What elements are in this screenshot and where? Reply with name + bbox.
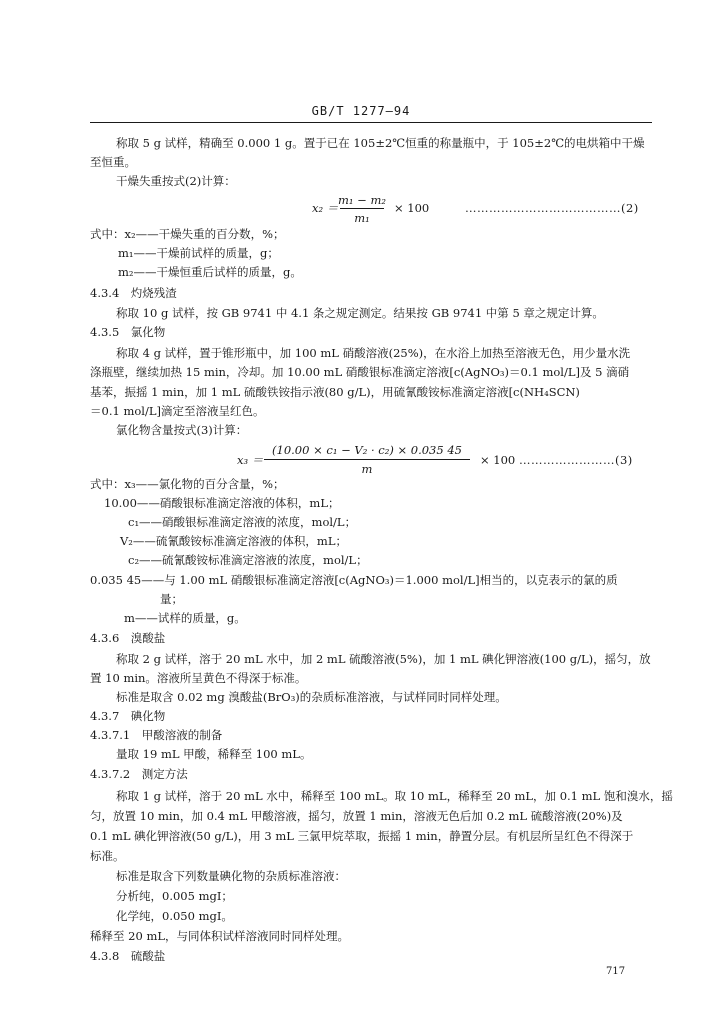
fraction-bar bbox=[264, 459, 470, 460]
text-line: m₂——干燥恒重后试样的质量，g。 bbox=[118, 265, 302, 279]
text-line: 标准是取含 0.02 mg 溴酸盐(BrO₃)的杂质标准溶液，与试样同时同样处理。 bbox=[116, 690, 507, 704]
page-number: 717 bbox=[606, 966, 626, 977]
text-line: 10.00——硝酸银标准滴定溶液的体积，mL； bbox=[104, 496, 340, 510]
text-line: 称取 5 g 试样，精确至 0.000 1 g。置于已在 105±2℃恒重的称量瓶中，于 105±2℃的电烘箱中干燥 bbox=[116, 136, 645, 150]
formula-lhs: x₃ ＝ bbox=[237, 453, 264, 467]
formula-denominator: m₁ bbox=[354, 211, 370, 225]
text-line: 分析纯，0.005 mgI； bbox=[116, 889, 233, 903]
section-heading: 4.3.7 碘化物 bbox=[90, 709, 166, 723]
text-line: 0.1 mL 碘化钾溶液(50 g/L)，用 3 mL 三氯甲烷萃取，振摇 1 min，静置分层。有机层所呈红色不得深于 bbox=[90, 829, 634, 843]
formula-multiplier: × 100 bbox=[394, 201, 430, 215]
header-rule bbox=[90, 122, 652, 123]
text-line: 式中：x₃——氯化物的百分含量，%； bbox=[90, 477, 285, 491]
text-line: 量； bbox=[160, 592, 183, 606]
section-heading: 4.3.4 灼烧残渣 bbox=[90, 286, 177, 300]
text-line: 称取 10 g 试样，按 GB 9741 中 4.1 条之规定测定。结果按 GB 9741 中第 5 章之规定计算。 bbox=[116, 306, 604, 320]
text-line: 匀，放置 10 min，加 0.4 mL 甲酸溶液，摇匀，放置 1 min，溶液无色后加 0.2 mL 硫酸溶液(20%)及 bbox=[90, 809, 623, 823]
text-line: 涤瓶壁，继续加热 15 min，冷却。加 10.00 mL 硝酸银标准滴定溶液[c(AgNO₃)＝0.1 mol/L]及 5 滴硝 bbox=[90, 365, 630, 379]
text-line: 0.035 45——与 1.00 mL 硝酸银标准滴定溶液[c(AgNO₃)＝1.000 mol/L]相当的，以克表示的氯的质 bbox=[90, 573, 618, 587]
text-line: 基苯，振摇 1 min，加 1 mL 硫酸铁铵指示液(80 g/L)，用硫氰酸铵标准滴定溶液[c(NH₄SCN) bbox=[90, 385, 580, 399]
formula-denominator: m bbox=[361, 462, 373, 476]
subsection-heading: 4.3.7.2 测定方法 bbox=[90, 767, 188, 781]
text-line: m₁——干燥前试样的质量，g； bbox=[118, 246, 279, 260]
formula-number: ……………………(3) bbox=[519, 453, 633, 467]
text-line: 化学纯，0.050 mgI。 bbox=[116, 909, 233, 923]
fraction-bar bbox=[340, 208, 384, 209]
section-heading: 4.3.6 溴酸盐 bbox=[90, 631, 166, 645]
text-line: 至恒重。 bbox=[90, 155, 136, 169]
text-line: 稀释至 20 mL，与同体积试样溶液同时同样处理。 bbox=[90, 929, 349, 943]
formula-multiplier: × 100 bbox=[480, 453, 516, 467]
text-line: 干燥失重按式(2)计算： bbox=[116, 174, 236, 188]
text-line: ＝0.1 mol/L]滴定至溶液呈红色。 bbox=[90, 404, 265, 418]
text-line: c₁——硝酸银标准滴定溶液的浓度，mol/L； bbox=[128, 515, 357, 529]
formula-number: …………………………………(2) bbox=[465, 201, 639, 215]
text-line: 标准。 bbox=[90, 849, 125, 863]
formula-lhs: x₂ ＝ bbox=[312, 201, 339, 215]
text-line: 式中：x₂——干燥失重的百分数，%； bbox=[90, 227, 285, 241]
subsection-heading: 4.3.7.1 甲酸溶液的制备 bbox=[90, 728, 223, 742]
text-line: 置 10 min。溶液所呈黄色不得深于标准。 bbox=[90, 671, 307, 685]
section-heading: 4.3.8 硫酸盐 bbox=[90, 949, 166, 963]
text-line: m——试样的质量，g。 bbox=[124, 611, 246, 625]
standard-header: GB/T 1277—94 bbox=[311, 104, 411, 118]
text-line: V₂——硫氰酸铵标准滴定溶液的体积，mL； bbox=[120, 534, 347, 548]
text-line: c₂——硫氰酸铵标准滴定溶液的浓度，mol/L； bbox=[128, 553, 368, 567]
formula-numerator: (10.00 × c₁ − V₂ · c₂) × 0.035 45 bbox=[272, 443, 462, 457]
text-line: 称取 2 g 试样，溶于 20 mL 水中，加 2 mL 硫酸溶液(5%)，加 1 mL 碘化钾溶液(100 g/L)，摇匀，放 bbox=[116, 652, 651, 666]
text-line: 称取 1 g 试样，溶于 20 mL 水中，稀释至 100 mL。取 10 mL，稀释至 20 mL，加 0.1 mL 饱和溴水，摇 bbox=[116, 789, 673, 803]
text-line: 标准是取含下列数量碘化物的杂质标准溶液： bbox=[116, 869, 346, 883]
text-line: 称取 4 g 试样，置于锥形瓶中，加 100 mL 硝酸溶液(25%)，在水浴上加热至溶液无色，用少量水洗 bbox=[116, 346, 631, 360]
section-heading: 4.3.5 氯化物 bbox=[90, 325, 166, 339]
text-line: 氯化物含量按式(3)计算： bbox=[116, 423, 248, 437]
text-line: 量取 19 mL 甲酸，稀释至 100 mL。 bbox=[116, 747, 312, 761]
formula-numerator: m₁ − m₂ bbox=[338, 193, 386, 207]
